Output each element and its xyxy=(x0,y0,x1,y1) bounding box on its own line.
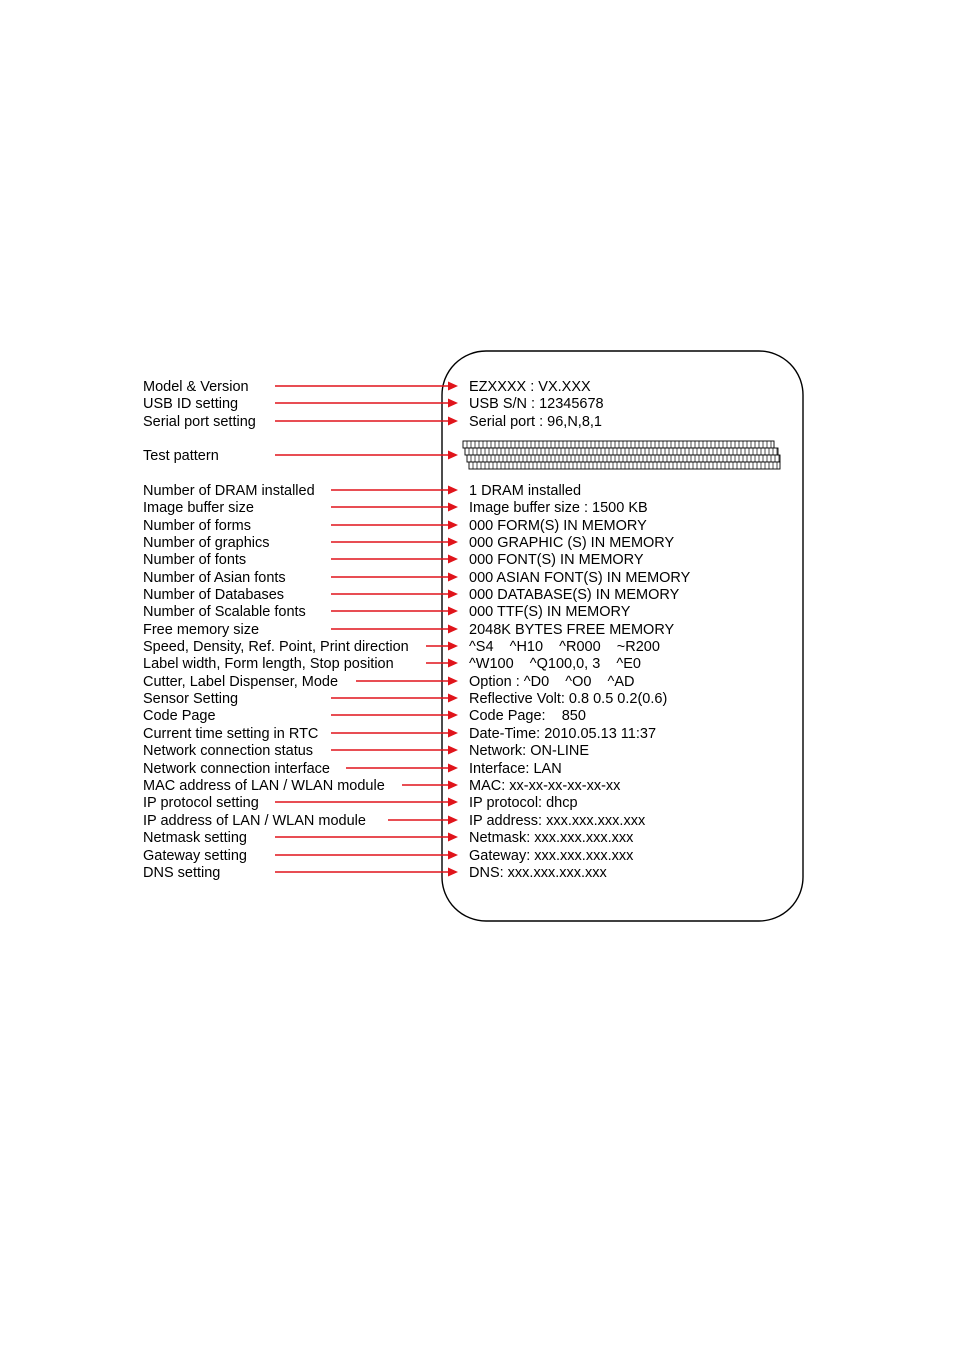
label-network-connection-status: Network connection status xyxy=(143,743,314,759)
label-network-connection-interface: Network connection interface xyxy=(143,761,330,777)
label-number-of-asian-fonts: Number of Asian fonts xyxy=(143,570,286,586)
label-image-buffer-size: Image buffer size xyxy=(143,500,254,516)
label-ip-protocol-setting: IP protocol setting xyxy=(143,795,259,811)
value-image-buffer-size: Image buffer size : 1500 KB xyxy=(469,500,648,516)
test-pattern-band xyxy=(467,455,780,462)
label-number-of-scalable-fonts: Number of Scalable fonts xyxy=(143,604,306,620)
test-pattern-graphic xyxy=(463,441,780,469)
label-gateway-setting: Gateway setting xyxy=(143,848,247,864)
value-speed-density-ref-point-print-direction: ^S4 ^H10 ^R000 ~R200 xyxy=(469,639,660,655)
label-dns-setting: DNS setting xyxy=(143,865,221,881)
value-serial-port-setting: Serial port : 96,N,8,1 xyxy=(469,414,602,430)
label-number-of-databases: Number of Databases xyxy=(143,587,285,603)
label-code-page: Code Page xyxy=(143,708,216,724)
value-number-of-graphics: 000 GRAPHIC (S) IN MEMORY xyxy=(469,535,675,551)
label-sensor-setting: Sensor Setting xyxy=(143,691,239,707)
label-model-version: Model & Version xyxy=(143,379,249,395)
value-code-page: Code Page: 850 xyxy=(469,708,586,724)
value-model-version: EZXXXX : VX.XXX xyxy=(469,379,591,395)
value-number-of-asian-fonts: 000 ASIAN FONT(S) IN MEMORY xyxy=(469,570,691,586)
value-free-memory-size: 2048K BYTES FREE MEMORY xyxy=(469,622,675,638)
label-label-width-form-length-stop-position: Label width, Form length, Stop position xyxy=(143,656,394,672)
label-number-of-forms: Number of forms xyxy=(143,518,251,534)
value-number-of-fonts: 000 FONT(S) IN MEMORY xyxy=(469,552,644,568)
value-gateway-setting: Gateway: xxx.xxx.xxx.xxx xyxy=(469,848,634,864)
value-current-time-setting-in-rtc: Date-Time: 2010.05.13 11:37 xyxy=(469,726,657,742)
value-dns-setting: DNS: xxx.xxx.xxx.xxx xyxy=(469,865,607,881)
value-network-connection-interface: Interface: LAN xyxy=(469,761,562,777)
value-ip-address-of-lan-wlan-module: IP address: xxx.xxx.xxx.xxx xyxy=(469,813,646,829)
test-pattern-band xyxy=(465,448,778,455)
value-number-of-scalable-fonts: 000 TTF(S) IN MEMORY xyxy=(469,604,631,620)
label-current-time-setting-in-rtc: Current time setting in RTC xyxy=(143,726,319,742)
label-mac-address-of-lan-wlan-module: MAC address of LAN / WLAN module xyxy=(143,778,385,794)
value-number-of-dram-installed: 1 DRAM installed xyxy=(469,483,582,499)
label-cutter-label-dispenser-mode: Cutter, Label Dispenser, Mode xyxy=(143,674,339,690)
value-mac-address-of-lan-wlan-module: MAC: xx-xx-xx-xx-xx-xx xyxy=(469,778,621,794)
label-test-pattern: Test pattern xyxy=(143,448,219,464)
value-number-of-forms: 000 FORM(S) IN MEMORY xyxy=(469,518,647,534)
label-speed-density-ref-point-print-direction: Speed, Density, Ref. Point, Print direction xyxy=(143,639,409,655)
label-free-memory-size: Free memory size xyxy=(143,622,260,638)
value-ip-protocol-setting: IP protocol: dhcp xyxy=(469,795,578,811)
label-number-of-dram-installed: Number of DRAM installed xyxy=(143,483,315,499)
value-usb-id-setting: USB S/N : 12345678 xyxy=(469,396,604,412)
label-ip-address-of-lan-wlan-module: IP address of LAN / WLAN module xyxy=(143,813,366,829)
label-serial-port-setting: Serial port setting xyxy=(143,414,256,430)
value-netmask-setting: Netmask: xxx.xxx.xxx.xxx xyxy=(469,830,634,846)
label-number-of-fonts: Number of fonts xyxy=(143,552,247,568)
value-label-width-form-length-stop-position: ^W100 ^Q100,0, 3 ^E0 xyxy=(469,656,641,672)
label-netmask-setting: Netmask setting xyxy=(143,830,247,846)
value-sensor-setting: Reflective Volt: 0.8 0.5 0.2(0.6) xyxy=(469,691,668,707)
value-network-connection-status: Network: ON-LINE xyxy=(469,743,590,759)
label-usb-id-setting: USB ID setting xyxy=(143,396,239,412)
value-number-of-databases: 000 DATABASE(S) IN MEMORY xyxy=(469,587,680,603)
label-number-of-graphics: Number of graphics xyxy=(143,535,270,551)
value-cutter-label-dispenser-mode: Option : ^D0 ^O0 ^AD xyxy=(469,674,635,690)
